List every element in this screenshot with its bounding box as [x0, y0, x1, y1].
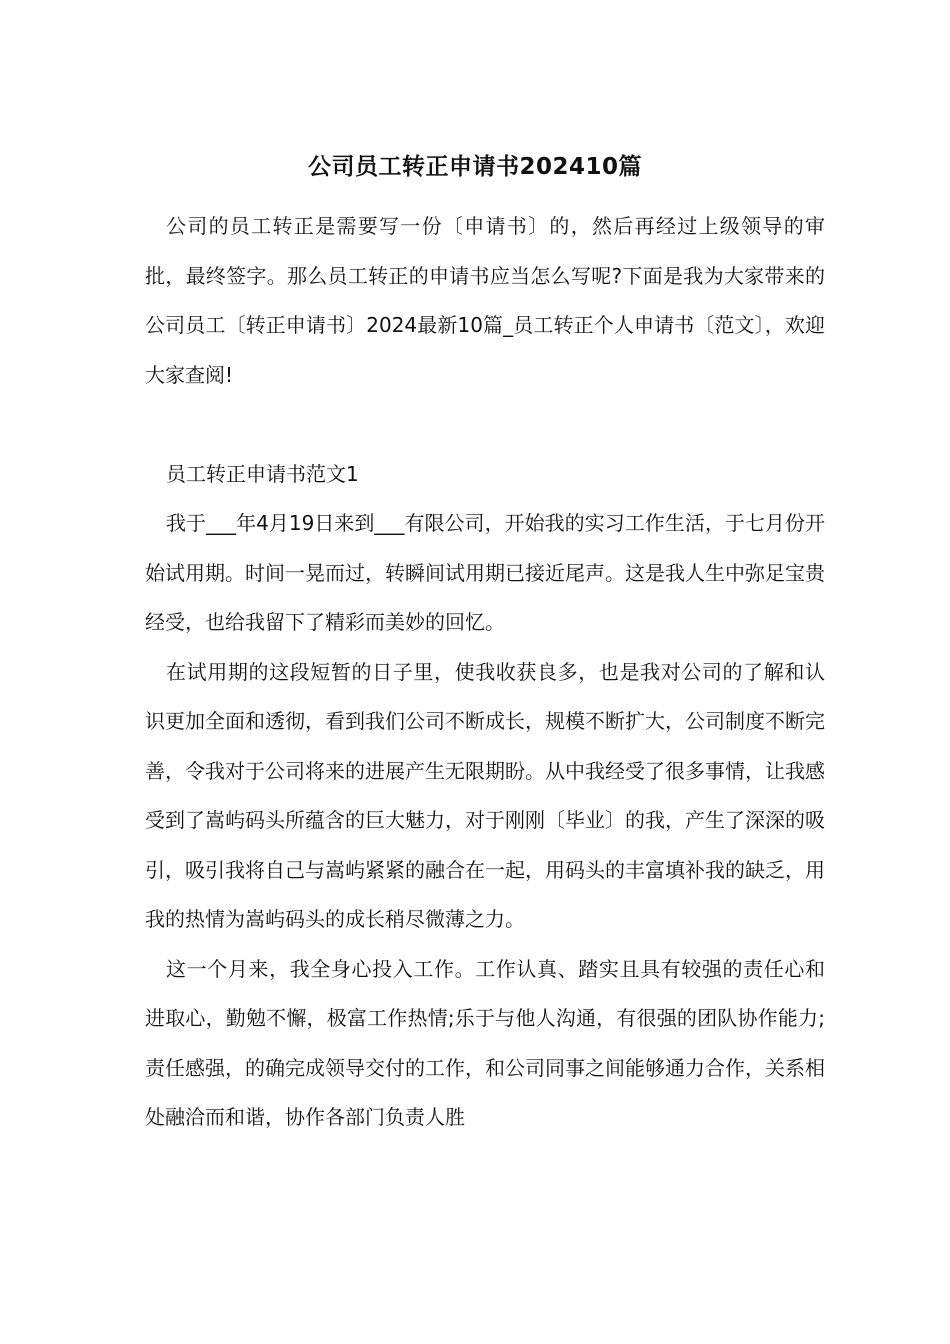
body-paragraph-1: 我于___年4月19日来到___有限公司，开始我的实习工作生活，于七月份开始试用期。时间一晃而过，转瞬间试用期已接近尾声。这是我人生中弥足宝贵经受，也给我留下了精彩而美妙的回忆。 [145, 511, 825, 634]
body-paragraph-2: 在试用期的这段短暂的日子里，使我收获良多，也是我对公司的了解和认识更加全面和透彻，看到我们公司不断成长，规模不断扩大，公司制度不断完善，令我对于公司将来的进展产生无限期盼。从中我经受了很多事情，让我感受到了嵩屿码头所蕴含的巨大魅力，对于刚刚〔毕业〕的我，产生了深深的吸引，吸引我将自己与嵩屿紧紧的融合在一起，用码头的丰富填补我的缺乏，用我的热情为嵩屿码头的成长稍尽微薄之力。 [145, 659, 825, 931]
section-heading: 员工转正申请书范文1 [166, 462, 359, 486]
document-title: 公司员工转正申请书202410篇 [307, 154, 643, 180]
intro-paragraph: 公司的员工转正是需要写一份〔申请书〕的，然后再经过上级领导的审批，最终签字。那么员工转正的申请书应当怎么写呢?下面是我为大家带来的公司员工〔转正申请书〕2024最新10篇_员工转正个人申请书〔范文〕，欢迎大家查阅! [145, 214, 825, 387]
letter-body [145, 499, 825, 1143]
intro-section [145, 202, 825, 400]
body-paragraph-3: 这一个月来，我全身心投入工作。工作认真、踏实且具有较强的责任心和进取心，勤勉不懈，极富工作热情;乐于与他人沟通，有很强的团队协作能力;责任感强，的确完成领导交付的工作，和公司同事之间能够通力合作，关系相处融洽而和谐，协作各部门负责人胜 [145, 956, 825, 1129]
